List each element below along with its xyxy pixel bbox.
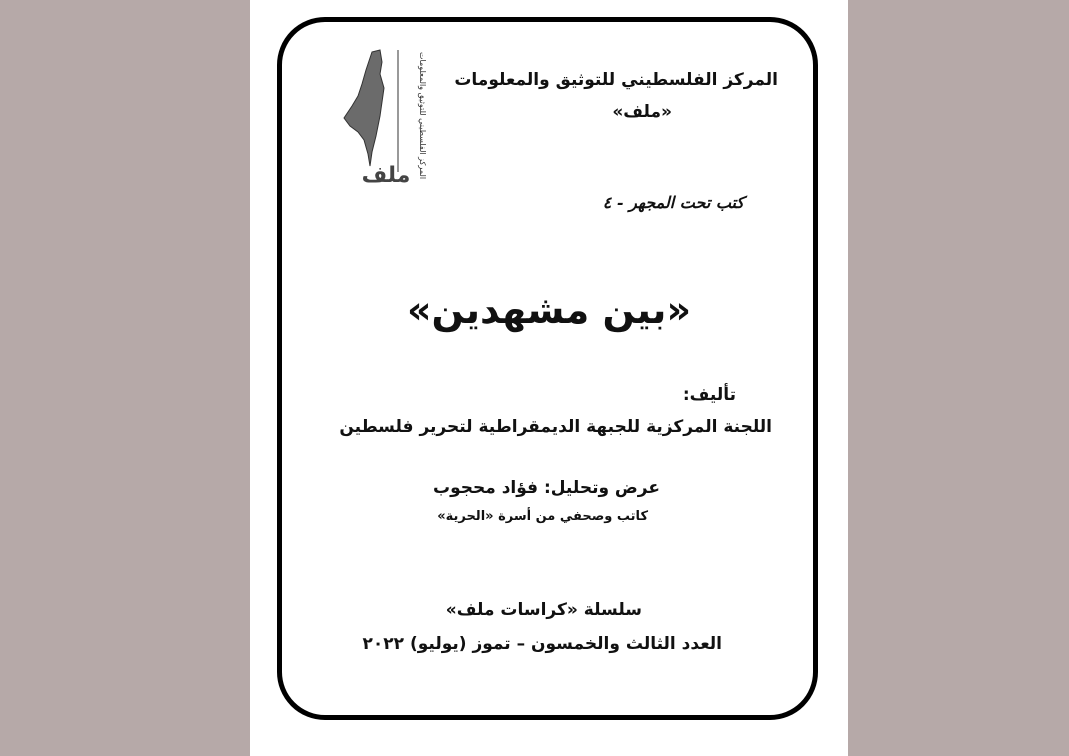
book-title: «بين مشهدين» <box>407 288 691 332</box>
author-name: اللجنة المركزية للجبهة الديمقراطية لتحرير فلسطين <box>339 417 772 437</box>
org-short-name: «ملف» <box>612 102 672 122</box>
org-name: المركز الفلسطيني للتوثيق والمعلومات <box>454 70 778 90</box>
reviewer-description: كاتب وصحفي من أسرة «الحرية» <box>437 509 648 524</box>
document-page <box>250 0 848 756</box>
book-series-label: كتب تحت المجهر - ٤ <box>602 193 744 212</box>
palestine-map-logo-icon <box>336 44 436 186</box>
issue-info: العدد الثالث والخمسون – تموز (يوليو) ٢٠٢٢ <box>362 634 722 654</box>
author-label: تأليف: <box>682 385 736 405</box>
reviewer-line: عرض وتحليل: فؤاد محجوب <box>433 478 660 498</box>
logo-wordmark: ملف <box>361 163 411 186</box>
series-name: سلسلة «كراسات ملف» <box>445 600 642 620</box>
logo-vertical-text: المركز الفلسطيني للتوثيق والمعلومات <box>418 52 427 180</box>
